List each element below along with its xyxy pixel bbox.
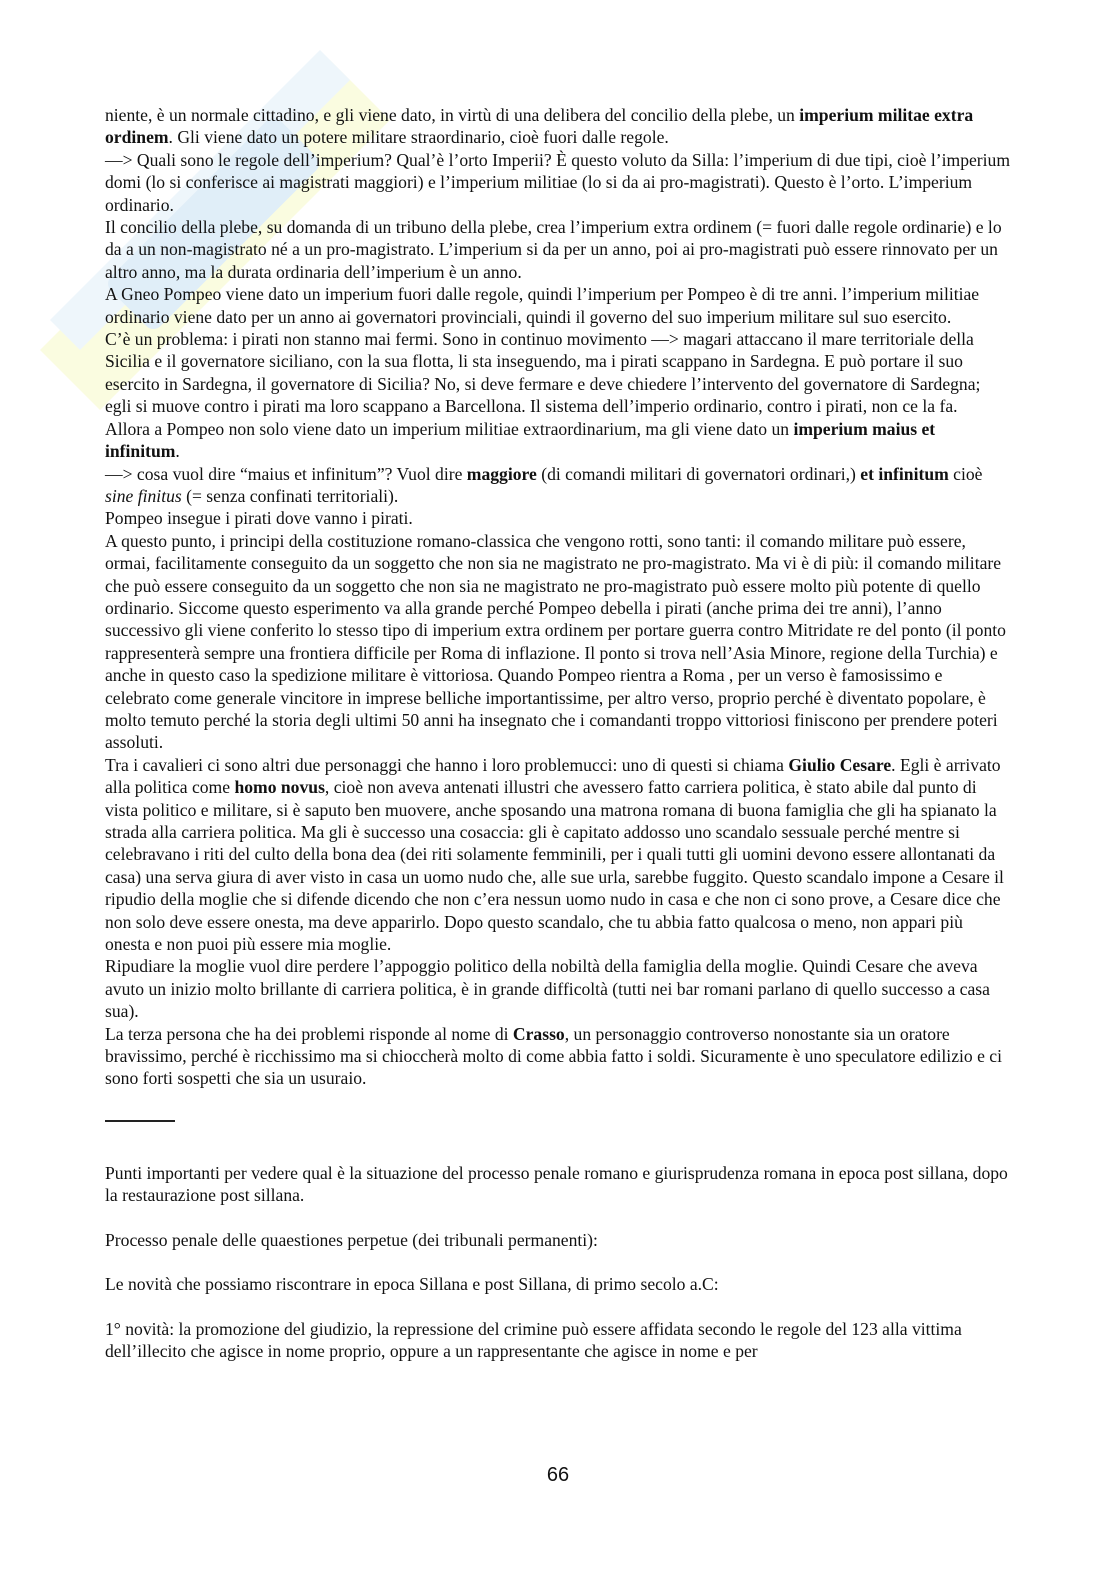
paragraph: Le novità che possiamo riscontrare in epoca Sillana e post Sillana, di primo secolo a.C: <box>105 1274 719 1295</box>
paragraph: —> Quali sono le regole dell’imperium? Qual’è l’orto Imperii? È questo voluto da Silla: l’imperium di due tipi, cioè l’imperium domi (lo si conferisce ai magistrati maggiori) e l’imperium militiae (lo si da ai pro-magistrati). Questo è l’orto. L’imperium ordinario. <box>105 149 1011 215</box>
paragraph: Il concilio della plebe, su domanda di un tribuno della plebe, crea l’imperium extra ordinem (= fuori dalle regole ordinarie) e lo da a un non-magistrato né a un pro-magistrato. L’imperium si da per un anno, poi ai pro-magistrati può essere rinnovato per un altro anno, ma la durata ordinaria dell’imperium è un anno. <box>105 217 1002 282</box>
paragraph: Ripudiare la moglie vuol dire perdere l’appoggio politico della nobiltà della famiglia della moglie. Quindi Cesare che aveva avuto un inizio molto brillante di carriera politica, è in grande difficoltà (tutti nei bar romani parlano di quello successo a casa sua). <box>105 956 990 1022</box>
document-body <box>105 104 1011 1362</box>
paragraph: A Gneo Pompeo viene dato un imperium fuori dalle regole, quindi l’imperium per Pompeo è di tre anni. l’imperium militiae ordinario viene dato per un anno ai governatori provinciali, quindi il governo del suo imperium militare sul suo esercito. <box>105 284 980 327</box>
paragraph: Punti importanti per vedere qual è la situazione del processo penale romano e giurisprudenza romana in epoca post sillana, dopo la restaurazione post sillana. <box>105 1162 1008 1206</box>
paragraph: Allora a Pompeo non solo viene dato un imperium militiae extraordinarium, ma gli viene dato un imperium maius et infinitum. <box>105 418 936 462</box>
paragraph: C’è un problema: i pirati non stanno mai fermi. Sono in continuo movimento —> magari attaccano il mare territoriale della Sicilia e il governatore siciliano, con la sua flotta, li sta inseguendo, ma i pirati scappano in Sardegna. E può portare il suo esercito in Sardegna, il governatore di Sicilia? No, si deve fermare e deve chiedere l’intervento del governatore di Sardegna; egli si muove contro i pirati ma loro scappano a Barcellona. Il sistema dell’imperio ordinario, contro i pirati, non ce la fa. <box>105 329 981 417</box>
page-number: 66 <box>546 1464 570 1486</box>
paragraph: 1° novità: la promozione del giudizio, la repressione del crimine può essere affidata secondo le regole del 123 alla vittima dell’illecito che agisce in nome proprio, oppure a un rappresentante che agisce in nome e per <box>105 1318 962 1361</box>
paragraph: Pompeo insegue i pirati dove vanno i pirati. <box>105 508 413 529</box>
paragraph: Processo penale delle quaestiones perpetue (dei tribunali permanenti): <box>105 1229 598 1250</box>
paragraph: niente, è un normale cittadino, e gli viene dato, in virtù di una delibera del concilio della plebe, un imperium militae extra ordinem. Gli viene dato un potere militare straordinario, cioè fuori dalle regole. <box>105 105 974 148</box>
paragraph: —> cosa vuol dire “maius et infinitum”? Vuol dire maggiore (di comandi militari di governatori ordinari,) et infinitum cioè sine finitus (= senza confinati territoriali). <box>105 463 983 506</box>
paragraph: Tra i cavalieri ci sono altri due personaggi che hanno i loro problemucci: uno di questi si chiama Giulio Cesare. Egli è arrivato alla politica come homo novus, cioè non aveva antenati illustri che avessero fatto carriera politica, è stato abile dal punto di vista politico e militare, si è saputo ben muovere, anche sposando una matrona romana di buona famiglia che gli ha spianato la strada alla carriera politica. Ma gli è successo una cosaccia: gli è capitato addosso uno scandalo sessuale perché mentre si celebravano i riti del culto della bona dea (dei riti solamente femminili, per i quali tutti gli uomini devono essere allontanati da casa) una serva giura di aver visto in casa un uomo nudo che, alle sue urla, sarebbe fuggito. Questo scandalo impone a Cesare il ripudio della moglie che si difende dicendo che non c’era nessun uomo nudo in casa e che non ci sono prove, a Cesare dice che non solo deve essere onesta, ma deve apparirlo. Dopo questo scandalo, che tu abbia fatto qualcosa o meno, non appari più onesta e non puoi più essere mia moglie. <box>105 754 1004 955</box>
paragraph: A questo punto, i principi della costituzione romano-classica che vengono rotti, sono tanti: il comando militare può essere, ormai, facilitamente conseguito da un soggetto che non sia ne magistrato ne pro-magistrato. Ma vi è di più: il comando militare che può essere conseguito da un soggetto che non sia ne magistrato ne pro-magistrato può essere molto più potente di quello ordinario. Siccome questo esperimento va alla grande perché Pompeo debella i pirati (anche prima dei tre anni), l’anno successivo gli viene conferito lo stesso tipo di imperium extra ordinem per portare guerra contro Mitridate re del ponto (il ponto rappresenterà sempre una frontiera difficile per Roma di inflazione. Il ponto si trova nell’Asia Minore, regione della Turchia) e anche in questo caso la spedizione militare è vittoriosa. Quando Pompeo rientra a Roma , per un verso è famosissimo e celebrato come generale vincitore in imprese belliche importantissime, per altro verso, proprio perché è diventato popolare, è molto temuto perché la storia degli ultimi 50 anni ha insegnato che i comandanti troppo vittoriosi finiscono per prendere poteri assoluti. <box>105 530 1006 753</box>
paragraph: La terza persona che ha dei problemi risponde al nome di Crasso, un personaggio controverso nonostante sia un oratore bravissimo, perché è ricchissimo ma si chioccherà molto di come abbia fatto i soldi. Sicuramente è uno speculatore edilizio e ci sono forti sospetti che sia un usuraio. <box>105 1023 1002 1089</box>
section-divider <box>105 1120 175 1122</box>
